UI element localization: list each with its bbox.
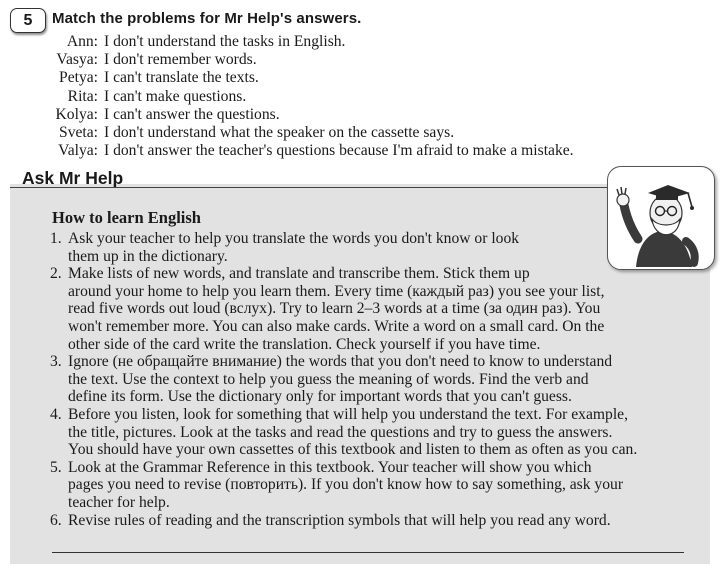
exercise-instruction: Match the problems for Mr Help's answers. (52, 10, 362, 27)
problem-student-name: Vasya: (56, 51, 98, 69)
tip-text: around your home to help you learn them. Every time (каждый раз) you see your list, (68, 282, 605, 300)
problem-student-name: Ann: (66, 33, 98, 50)
tip-text: You should have your own cassettes of this textbook and listen to them as often as you can. (68, 441, 638, 459)
tip-number: 4. (50, 405, 62, 423)
problem-text: I don't remember words. (104, 51, 257, 69)
tip-line (0, 494, 724, 512)
bottom-divider (52, 552, 684, 553)
tip-text: define its form. Use the dictionary only for important words that you can't guess. (68, 388, 572, 406)
tip-number: 3. (50, 353, 62, 371)
tip-line (0, 459, 724, 477)
tip-text: Before you listen, look for something that will help you understand the text. For example, (68, 405, 628, 423)
tip-item (0, 406, 724, 459)
problem-text: I can't answer the questions. (104, 105, 280, 123)
problem-student-name: Rita: (67, 87, 98, 105)
tip-number: 1. (50, 230, 62, 247)
tip-line (0, 300, 724, 318)
tip-line (0, 371, 724, 389)
tips-list (0, 230, 724, 529)
section-title: Ask Mr Help (22, 168, 124, 188)
problem-text: I can't make questions. (104, 87, 247, 105)
problem-text: I don't understand the tasks in English. (104, 33, 346, 50)
tip-line (0, 406, 724, 424)
tip-text: them up in the dictionary. (68, 247, 228, 265)
tip-text: Ignore (не обращайте внимание) the words that you don't need to know to understand (68, 353, 613, 371)
tip-line (0, 230, 724, 248)
problem-text: I can't translate the texts. (104, 69, 259, 87)
problem-student-name: Sveta: (59, 123, 98, 141)
problem-student-name: Valya: (58, 142, 98, 160)
tip-line (0, 441, 724, 459)
tip-text: teacher for help. (68, 493, 170, 511)
tip-number: 5. (50, 458, 62, 476)
tip-item (0, 459, 724, 512)
tip-text: Ask your teacher to help you translate the words you don't know or look (68, 230, 520, 247)
tip-line (0, 424, 724, 442)
tip-number: 6. (50, 511, 62, 529)
tip-text: Revise rules of reading and the transcription symbols that will help you read any word. (68, 511, 611, 529)
problem-text: I don't answer the teacher's questions because I'm afraid to make a mistake. (104, 142, 574, 160)
tip-text: Look at the Grammar Reference in this textbook. Your teacher will show you which (68, 458, 592, 476)
problem-student-name: Kolya: (55, 105, 98, 123)
tip-item (0, 265, 724, 353)
tip-line (0, 476, 724, 494)
tip-line (0, 265, 724, 283)
tip-line (0, 336, 724, 354)
tip-item (0, 512, 724, 530)
tip-text: the text. Use the context to help you guess the meaning of words. Find the verb and (68, 370, 589, 388)
tip-number: 2. (50, 265, 62, 283)
tip-text: read five words out loud (вслух). Try to learn 2–3 words at a time (за один раз). You (68, 300, 601, 318)
section-title-underline (10, 187, 610, 188)
problem-text: I don't understand what the speaker on the cassette says. (104, 123, 455, 141)
tip-text: Make lists of new words, and translate and transcribe them. Stick them up (68, 265, 530, 283)
subsection-title: How to learn English (52, 208, 201, 227)
tip-line (0, 283, 724, 301)
tip-line (0, 248, 724, 266)
tip-line (0, 512, 724, 530)
tip-line (0, 318, 724, 336)
tip-line (0, 353, 724, 371)
tip-text: the title, pictures. Look at the tasks and read the questions and try to guess the answers. (68, 423, 613, 441)
tip-text: won't remember more. You can also make cards. Write a word on a small card. On the (68, 317, 605, 335)
problem-student-name: Petya: (59, 69, 98, 87)
tip-text: pages you need to revise (повторить). If you don't know how to say something, ask your (68, 476, 624, 494)
tip-item (0, 353, 724, 406)
tip-line (0, 388, 724, 406)
exercise-number-badge: 5 (10, 8, 46, 33)
tip-item (0, 230, 724, 265)
tip-text: other side of the card write the translation. Check yourself if you have time. (68, 335, 541, 353)
